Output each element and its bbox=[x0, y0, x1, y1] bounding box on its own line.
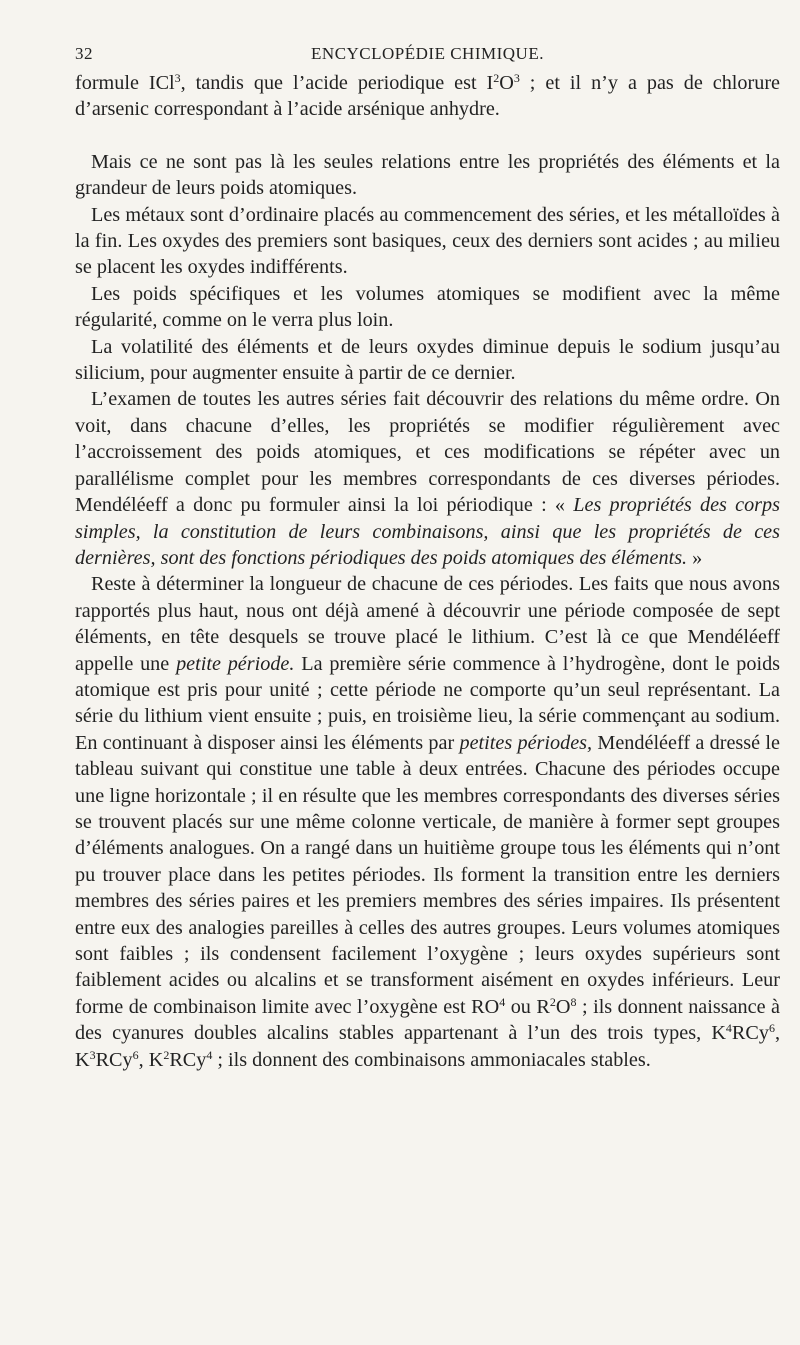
page-header bbox=[75, 44, 780, 68]
text-run: La première série commence à l’hydrogène, dont le poids atomique est pris pour unité ; cette période ne comporte qu’un seul représentant. La série du lithium vient ensuite ; puis, en troisième lieu, la série commençant au sodium. En continuant à disposer ainsi les éléments par bbox=[75, 652, 781, 754]
text-run: Mendéléeff a dressé le tableau suivant qui constitue une table à deux entrées. Chacune des périodes occupe une ligne horizontale ; il en résulte que les membres correspondants des diverses séries se trouvent placés sur une même colonne verticale, de manière à former sept groupes d’éléments analogues. On a rangé dans un huitième groupe tous les éléments qui n’ont pu trouver place dans les petites périodes. Ils forment la transition entre les derniers membres des séries paires et les premiers membres des séries impaires. Ils présentent entre eux des analogies pareilles à celles des autres groupes. Leurs volumes atomiques sont faibles ; ils condensent facilement l’oxygène ; leurs oxydes supérieurs sont faiblement acides ou alcalins et se transforment aisément en oxydes inférieurs. Leur forme de combinaison limite avec l’oxygène est RO bbox=[75, 731, 780, 1018]
text-run: O bbox=[555, 995, 571, 1018]
body-text bbox=[75, 70, 780, 1073]
text-run: L’examen de toutes les autres séries fait découvrir des relations du même ordre. On voit, dans chacune d’elles, les propriétés se modifier régulièrement avec l’accroissement des poids atomiques, et ces modifications se répéter avec un parallélisme complet pour les membres correspondants de ces diverses périodes. Mendéléeff a donc pu formuler ainsi la loi périodique : « bbox=[75, 388, 780, 517]
text-run: ; ils donnent des combinaisons ammoniacales stables. bbox=[212, 1048, 651, 1071]
text-run: O bbox=[499, 72, 514, 94]
running-title: ENCYCLOPÉDIE CHIMIQUE. bbox=[311, 44, 544, 63]
text-run: » bbox=[687, 546, 703, 569]
italic-term: petite période. bbox=[176, 652, 295, 675]
paragraph-4: Les poids spécifiques et les volumes atomiques se modifient avec la même régularité, comme on le verra plus loin. bbox=[75, 282, 780, 332]
paragraph-1 bbox=[75, 70, 780, 123]
superscript: 4 bbox=[206, 1047, 213, 1062]
superscript: 8 bbox=[570, 994, 577, 1009]
superscript: 2 bbox=[493, 71, 500, 85]
superscript: 4 bbox=[725, 1021, 732, 1036]
paragraph-3: Les métaux sont d’ordinaire placés au commencement des séries, et les métalloïdes à la fin. Les oxydes des premiers sont basiques, ceux des derniers sont acides ; au milieu se placent les oxydes indifférents. bbox=[75, 203, 780, 279]
paragraph-6 bbox=[75, 386, 780, 571]
text-run: ou R bbox=[505, 995, 550, 1018]
superscript: 3 bbox=[89, 1047, 96, 1062]
text-run: , tandis que l’acide periodique est I bbox=[180, 72, 494, 94]
superscript: 2 bbox=[549, 994, 556, 1009]
superscript: 3 bbox=[513, 71, 520, 85]
text-run: formule ICl bbox=[75, 72, 175, 94]
text-run: RCy bbox=[169, 1048, 207, 1071]
paragraph-7 bbox=[75, 571, 780, 1073]
text-run: , K bbox=[75, 1022, 780, 1071]
superscript: 4 bbox=[499, 994, 506, 1009]
text-run: ; ils donnent naissance à des cyanures doubles alcalins stables appartenant à l’un des trois types, K bbox=[75, 995, 781, 1045]
periodic-law-quote: Les propriétés des corps simples, la constitution de leurs combinaisons, ainsi que les propriétés de ces dernières, sont des fonctions périodiques des poids atomiques des éléments. bbox=[75, 494, 780, 569]
superscript: 2 bbox=[163, 1047, 170, 1062]
text-run: RCy bbox=[95, 1048, 133, 1071]
superscript: 6 bbox=[132, 1047, 139, 1062]
paragraph-2: Mais ce ne sont pas là les seules relations entre les propriétés des éléments et la grandeur de leurs poids atomiques. bbox=[75, 150, 780, 200]
text-run: , K bbox=[138, 1048, 164, 1071]
paragraph-5: La volatilité des éléments et de leurs oxydes diminue depuis le sodium jusqu’au silicium, pour augmenter ensuite à partir de ce dernier. bbox=[75, 335, 780, 385]
superscript: 6 bbox=[768, 1021, 775, 1036]
superscript: 3 bbox=[174, 71, 181, 85]
text-run: Reste à déterminer la longueur de chacune de ces périodes. Les faits que nous avons rapportés plus haut, nous ont déjà amené à découvrir une période composée de sept éléments, en tête desquels se trouve placé le lithium. C’est là ce que Mendéléeff appelle une bbox=[75, 573, 780, 675]
text-run: RCy bbox=[731, 1022, 769, 1045]
italic-term: petites périodes, bbox=[459, 731, 593, 754]
text-run: ; et il n’y a pas de chlorure d’arsenic correspondant à l’acide arsénique anhydre. bbox=[75, 72, 781, 121]
page-number: 32 bbox=[75, 44, 93, 63]
